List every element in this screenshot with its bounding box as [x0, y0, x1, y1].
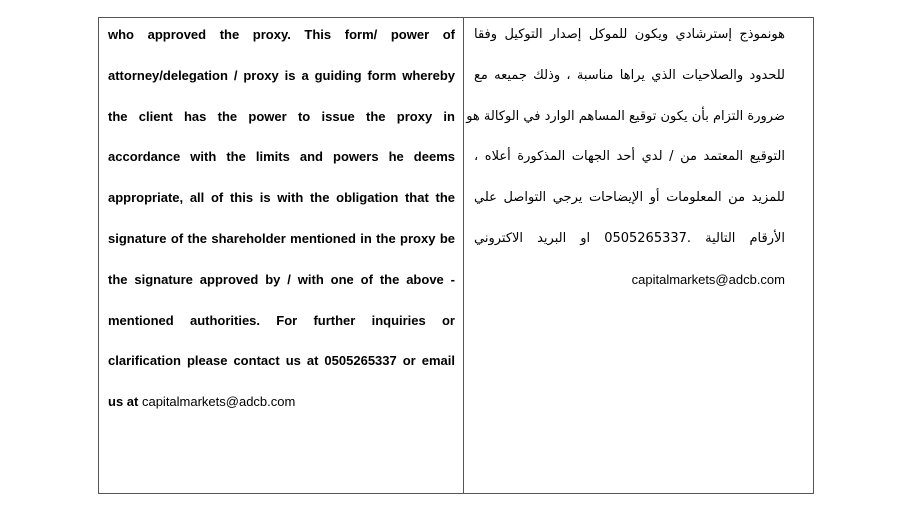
arabic-line-4: التوقيع المعتمد من / لدي أحد الجهات المذكورة أعلاه ،: [474, 149, 785, 165]
arabic-column: [464, 18, 813, 493]
arabic-line-2: للحدود والصلاحيات الذي يراها مناسبة ، وذلك جميعه مع: [474, 67, 785, 83]
english-line-10: [108, 392, 455, 433]
english-email-prefix: us at: [108, 394, 139, 410]
arabic-phone-number: 0505265337.: [604, 230, 692, 246]
english-line-4: accordance with the limits and powers he deems: [108, 149, 455, 165]
arabic-email-intro: او البريد الاكتروني: [474, 230, 591, 246]
english-column: [99, 18, 463, 493]
arabic-line-1: هونموذج إسترشادي ويكون للموكل إصدار التوكيل وفقا: [474, 27, 785, 42]
proxy-info-table: [98, 17, 814, 494]
english-line-1: who approved the proxy. This form/ power of: [108, 27, 455, 42]
arabic-line-5: للمزيد من المعلومات أو الإيضاحات يرجي التواصل علي: [474, 190, 785, 206]
arabic-email-link[interactable]: capitalmarkets@adcb.com: [631, 271, 785, 287]
english-line-6: signature of the shareholder mentioned in the proxy be: [108, 230, 455, 246]
english-line-8: mentioned authorities. For further inquiries or: [108, 312, 455, 328]
english-line-5: appropriate, all of this is with the obligation that the: [108, 190, 455, 206]
arabic-phone-intro: الأرقام التالية: [705, 230, 785, 246]
arabic-line-3: ضرورة التزام بأن يكون توقيع المساهم الوارد في الوكالة هو: [466, 108, 785, 124]
english-email-link[interactable]: capitalmarkets@adcb.com: [141, 394, 296, 410]
english-line-2: attorney/delegation / proxy is a guiding form whereby: [108, 67, 455, 83]
arabic-line-6: [474, 229, 785, 270]
english-line-7: the signature approved by / with one of the above -: [108, 271, 455, 287]
english-line-9: clarification please contact us at 0505265337 or email: [108, 353, 455, 369]
english-line-3: the client has the power to issue the proxy in: [108, 108, 455, 124]
